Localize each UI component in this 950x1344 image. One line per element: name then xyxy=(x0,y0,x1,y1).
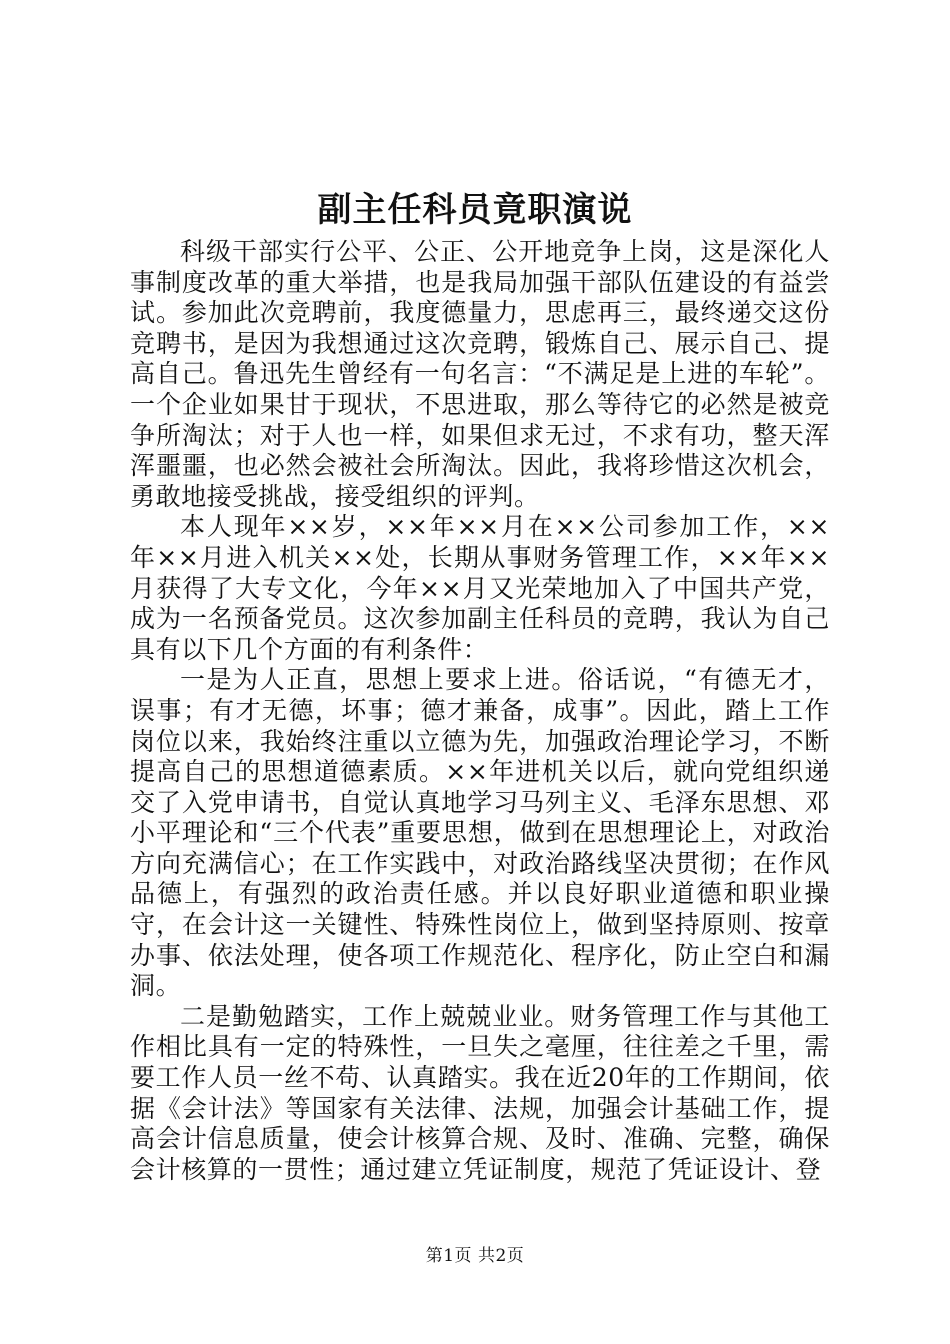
document-title: 副主任科员竟职演说 xyxy=(317,190,633,230)
paragraph-point-two: 二是勤勉踏实，工作上兢兢业业。财务管理工作与其他工作相比具有一定的特殊性，一旦失之毫厘，往往差之千里，需要工作人员一丝不苟、认真踏实。我在近20年的工作期间，依据《会计法》等国家有关法律、法规，加强会计基础工作，提高会计信息质量，使会计核算合规、及时、准确、完整，确保会计核算的一贯性；通过建立凭证制度，规范了凭证设计、登 xyxy=(130,1001,830,1184)
document-body xyxy=(130,237,830,1185)
paragraph-intro: 科级干部实行公平、公正、公开地竞争上岗，这是深化人事制度改革的重大举措，也是我局加强干部队伍建设的有益尝试。参加此次竞聘前，我度德量力，思虑再三，最终递交这份竞聘书，是因为我想通过这次竞聘，锻炼自己、展示自己、提高自己。鲁迅先生曾经有一句名言：“不满足是上进的车轮”。一个企业如果甘于现状，不思进取，那么等待它的必然是被竞争所淘汰；对于人也一样，如果但求无过，不求有功，整天浑浑噩噩，也必然会被社会所淘汰。因此，我将珍惜这次机会，勇敢地接受挑战，接受组织的评判。 xyxy=(130,237,830,511)
paragraph-point-one: 一是为人正直，思想上要求上进。俗话说，“有德无才，误事；有才无德，坏事；德才兼备，成事”。因此，踏上工作岗位以来，我始终注重以立德为先，加强政治理论学习，不断提高自己的思想道德素质。××年进机关以后，就向党组织递交了入党申请书，自觉认真地学习马列主义、毛泽东思想、邓小平理论和“三个代表”重要思想，做到在思想理论上，对政治方向充满信心；在工作实践中，对政治路线坚决贯彻；在作风品德上，有强烈的政治责任感。并以良好职业道德和职业操守，在会计这一关键性、特殊性岗位上，做到坚持原则、按章办事、依法处理，使各项工作规范化、程序化，防止空白和漏洞。 xyxy=(130,665,830,1001)
paragraph-background: 本人现年××岁，××年××月在××公司参加工作，××年××月进入机关××处，长期从事财务管理工作，××年××月获得了大专文化，今年××月又光荣地加入了中国共产党，成为一名预备党员。这次参加副主任科员的竞聘，我认为自己具有以下几个方面的有利条件： xyxy=(130,512,830,664)
page-number-footer: 第1页 共2页 xyxy=(425,1246,525,1266)
